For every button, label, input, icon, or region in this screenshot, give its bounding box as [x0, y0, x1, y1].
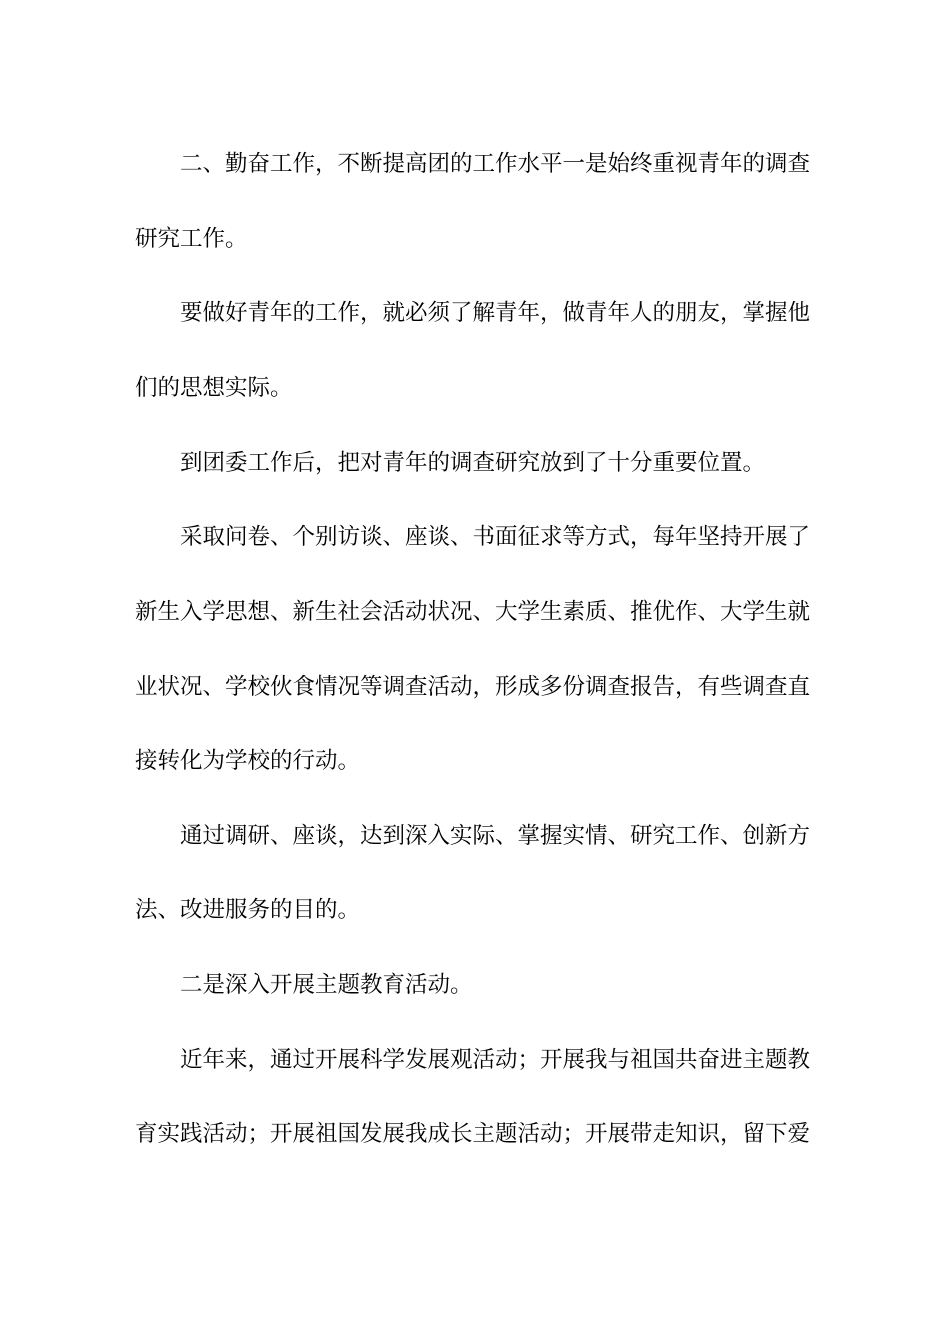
paragraph-4-line-1: 采取问卷、个别访谈、座谈、书面征求等方式，每年坚持开展了: [180, 524, 811, 550]
paragraph-7-line-2: 育实践活动；开展祖国发展我成长主题活动；开展带走知识，留下爱: [135, 1121, 811, 1147]
paragraph-5-line-2: 法、改进服务的目的。: [135, 897, 361, 923]
paragraph-2-line-2: 们的思想实际。: [135, 375, 293, 401]
paragraph-2-line-1: 要做好青年的工作，就必须了解青年，做青年人的朋友，掌握他: [180, 300, 811, 326]
paragraph-3-line-1: 到团委工作后，把对青年的调查研究放到了十分重要位置。: [180, 450, 766, 476]
paragraph-7-line-1: 近年来，通过开展科学发展观活动；开展我与祖国共奋进主题教: [180, 1047, 811, 1073]
paragraph-1-line-2: 研究工作。: [135, 226, 248, 252]
paragraph-4-line-2: 新生入学思想、新生社会活动状况、大学生素质、推优作、大学生就: [135, 599, 811, 625]
paragraph-1-line-1: 二、勤奋工作，不断提高团的工作水平一是始终重视青年的调查: [180, 151, 811, 177]
paragraph-4-line-4: 接转化为学校的行动。: [135, 748, 361, 774]
paragraph-5-line-1: 通过调研、座谈，达到深入实际、掌握实情、研究工作、创新方: [180, 823, 811, 849]
paragraph-4-line-3: 业状况、学校伙食情况等调查活动，形成多份调查报告，有些调查直: [135, 674, 811, 700]
paragraph-6-line-1: 二是深入开展主题教育活动。: [180, 972, 473, 998]
